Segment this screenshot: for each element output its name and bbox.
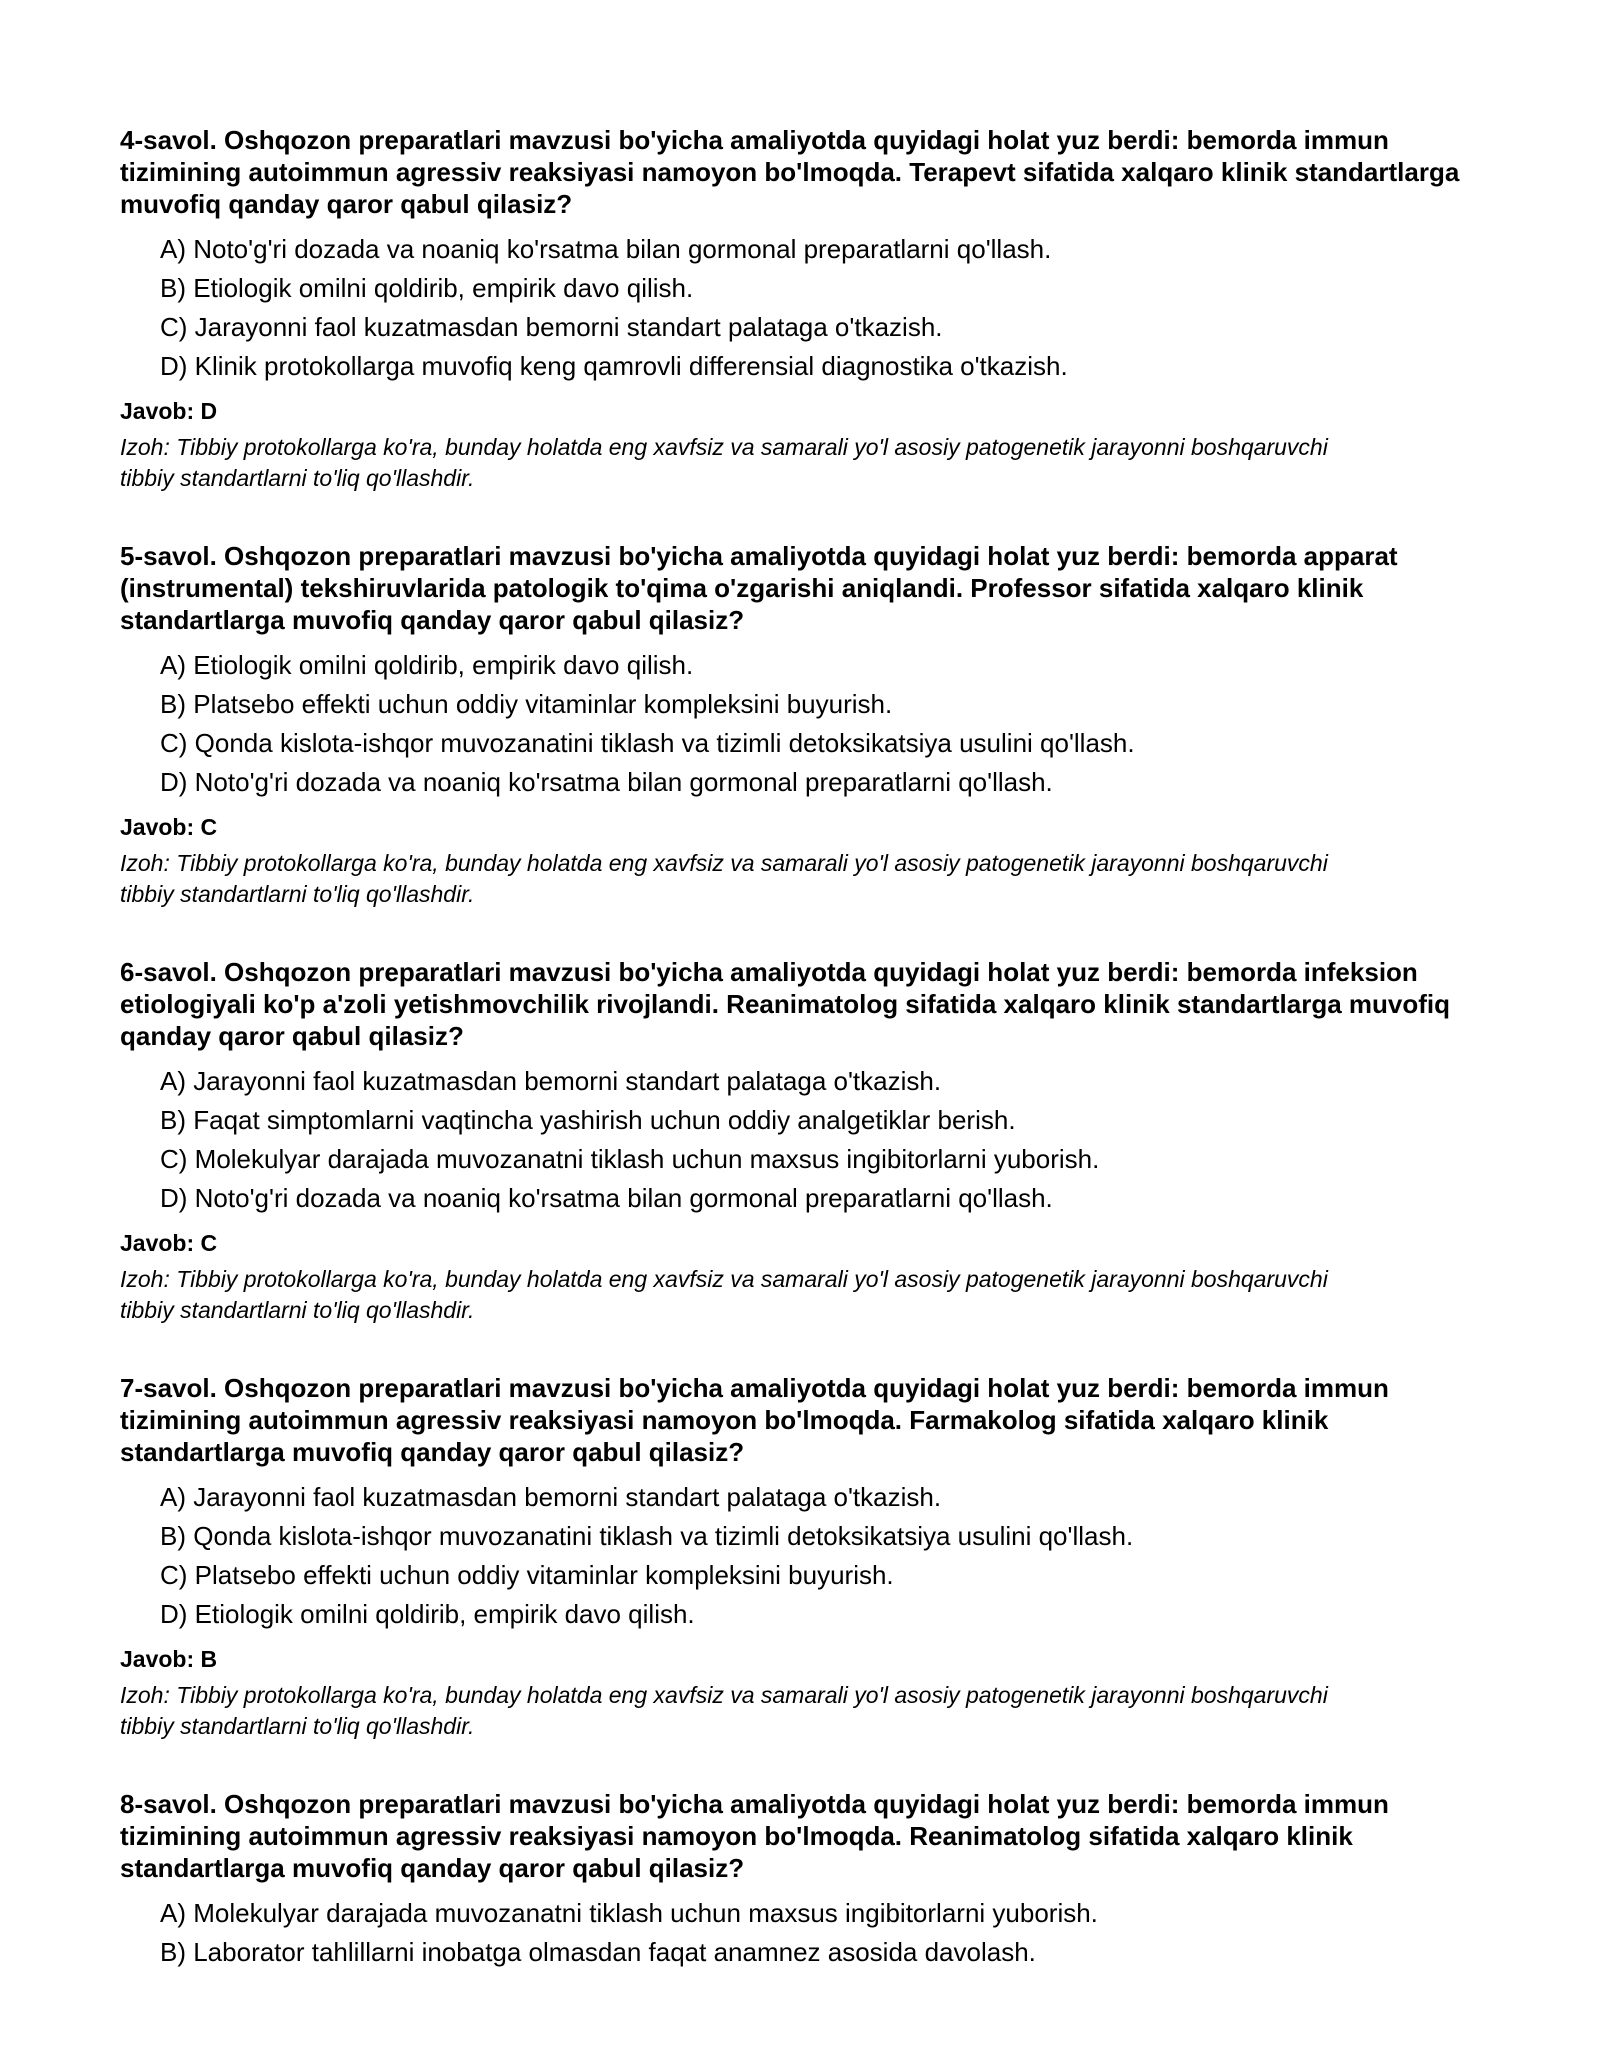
options-list: [120, 1478, 1500, 1634]
answer-label: Javob: C: [120, 814, 218, 840]
options-list: [120, 1062, 1500, 1218]
explanation-text: Izoh: Tibbiy protokollarga ko'ra, bunday holatda eng xavfsiz va samarali yo'l asosiy patogenetik jarayonni boshqaruvchi tibbiy standartlarni to'liq qo'llashdir.: [120, 1266, 1328, 1323]
document-page: [120, 124, 1500, 2018]
option-d: D) Noto'g'ri dozada va noaniq ko'rsatma bilan gormonal preparatlarni qo'llash.: [160, 1183, 1053, 1213]
question-block-5: [120, 540, 1500, 910]
option-d: D) Noto'g'ri dozada va noaniq ko'rsatma bilan gormonal preparatlarni qo'llash.: [160, 767, 1053, 797]
option-a: A) Jarayonni faol kuzatmasdan bemorni standart palataga o'tkazish.: [160, 1066, 942, 1096]
answer-label: Javob: B: [120, 1646, 218, 1672]
options-list: [120, 646, 1500, 802]
option-a: A) Etiologik omilni qoldirib, empirik davo qilish.: [160, 650, 694, 680]
question-text: 8-savol. Oshqozon preparatlari mavzusi bo'yicha amaliyotda quyidagi holat yuz berdi: bemorda immun tizimining autoimmun agressiv reaksiyasi namoyon bo'lmoqda. Reanimatolog sifatida xalqaro klinik standartlarga muvofiq qanday qaror qabul qilasiz?: [120, 1789, 1389, 1883]
option-b: B) Laborator tahlillarni inobatga olmasdan faqat anamnez asosida davolash.: [160, 1937, 1036, 1967]
option-a: A) Noto'g'ri dozada va noaniq ko'rsatma bilan gormonal preparatlarni qo'llash.: [160, 234, 1052, 264]
explanation-text: Izoh: Tibbiy protokollarga ko'ra, bunday holatda eng xavfsiz va samarali yo'l asosiy patogenetik jarayonni boshqaruvchi tibbiy standartlarni to'liq qo'llashdir.: [120, 434, 1328, 491]
question-block-7: [120, 1372, 1500, 1742]
question-text: 7-savol. Oshqozon preparatlari mavzusi bo'yicha amaliyotda quyidagi holat yuz berdi: bemorda immun tizimining autoimmun agressiv reaksiyasi namoyon bo'lmoqda. Farmakolog sifatida xalqaro klinik standartlarga muvofiq qanday qaror qabul qilasiz?: [120, 1373, 1389, 1467]
option-b: B) Platsebo effekti uchun oddiy vitaminlar kompleksini buyurish.: [160, 689, 893, 719]
option-c: C) Molekulyar darajada muvozanatni tiklash uchun maxsus ingibitorlarni yuborish.: [160, 1144, 1100, 1174]
option-b: B) Faqat simptomlarni vaqtincha yashirish uchun oddiy analgetiklar berish.: [160, 1105, 1016, 1135]
question-text: 5-savol. Oshqozon preparatlari mavzusi bo'yicha amaliyotda quyidagi holat yuz berdi: bemorda apparat (instrumental) tekshiruvlarida patologik to'qima o'zgarishi aniqlandi. Professor sifatida xalqaro klinik standartlarga muvofiq qanday qaror qabul qilasiz?: [120, 541, 1398, 635]
option-c: C) Platsebo effekti uchun oddiy vitaminlar kompleksini buyurish.: [160, 1560, 894, 1590]
question-block-8: [120, 1788, 1500, 1972]
option-a: A) Jarayonni faol kuzatmasdan bemorni standart palataga o'tkazish.: [160, 1482, 942, 1512]
explanation-text: Izoh: Tibbiy protokollarga ko'ra, bunday holatda eng xavfsiz va samarali yo'l asosiy patogenetik jarayonni boshqaruvchi tibbiy standartlarni to'liq qo'llashdir.: [120, 850, 1328, 907]
answer-label: Javob: D: [120, 398, 218, 424]
options-list: [120, 1894, 1500, 1972]
question-block-4: [120, 124, 1500, 494]
explanation-text: Izoh: Tibbiy protokollarga ko'ra, bunday holatda eng xavfsiz va samarali yo'l asosiy patogenetik jarayonni boshqaruvchi tibbiy standartlarni to'liq qo'llashdir.: [120, 1682, 1328, 1739]
question-block-6: [120, 956, 1500, 1326]
option-d: D) Etiologik omilni qoldirib, empirik davo qilish.: [160, 1599, 695, 1629]
question-text: 6-savol. Oshqozon preparatlari mavzusi bo'yicha amaliyotda quyidagi holat yuz berdi: bemorda infeksion etiologiyali ko'p a'zoli yetishmovchilik rivojlandi. Reanimatolog sifatida xalqaro klinik standartlarga muvofiq qanday qaror qabul qilasiz?: [120, 957, 1451, 1051]
option-b: B) Etiologik omilni qoldirib, empirik davo qilish.: [160, 273, 694, 303]
option-a: A) Molekulyar darajada muvozanatni tiklash uchun maxsus ingibitorlarni yuborish.: [160, 1898, 1098, 1928]
answer-label: Javob: C: [120, 1230, 218, 1256]
option-d: D) Klinik protokollarga muvofiq keng qamrovli differensial diagnostika o'tkazish.: [160, 351, 1068, 381]
option-c: C) Jarayonni faol kuzatmasdan bemorni standart palataga o'tkazish.: [160, 312, 943, 342]
question-text: 4-savol. Oshqozon preparatlari mavzusi bo'yicha amaliyotda quyidagi holat yuz berdi: bemorda immun tizimining autoimmun agressiv reaksiyasi namoyon bo'lmoqda. Terapevt sifatida xalqaro klinik standartlarga muvofiq qanday qaror qabul qilasiz?: [120, 125, 1460, 219]
options-list: [120, 230, 1500, 386]
option-b: B) Qonda kislota-ishqor muvozanatini tiklash va tizimli detoksikatsiya usulini qo'llash.: [160, 1521, 1134, 1551]
option-c: C) Qonda kislota-ishqor muvozanatini tiklash va tizimli detoksikatsiya usulini qo'llash.: [160, 728, 1135, 758]
